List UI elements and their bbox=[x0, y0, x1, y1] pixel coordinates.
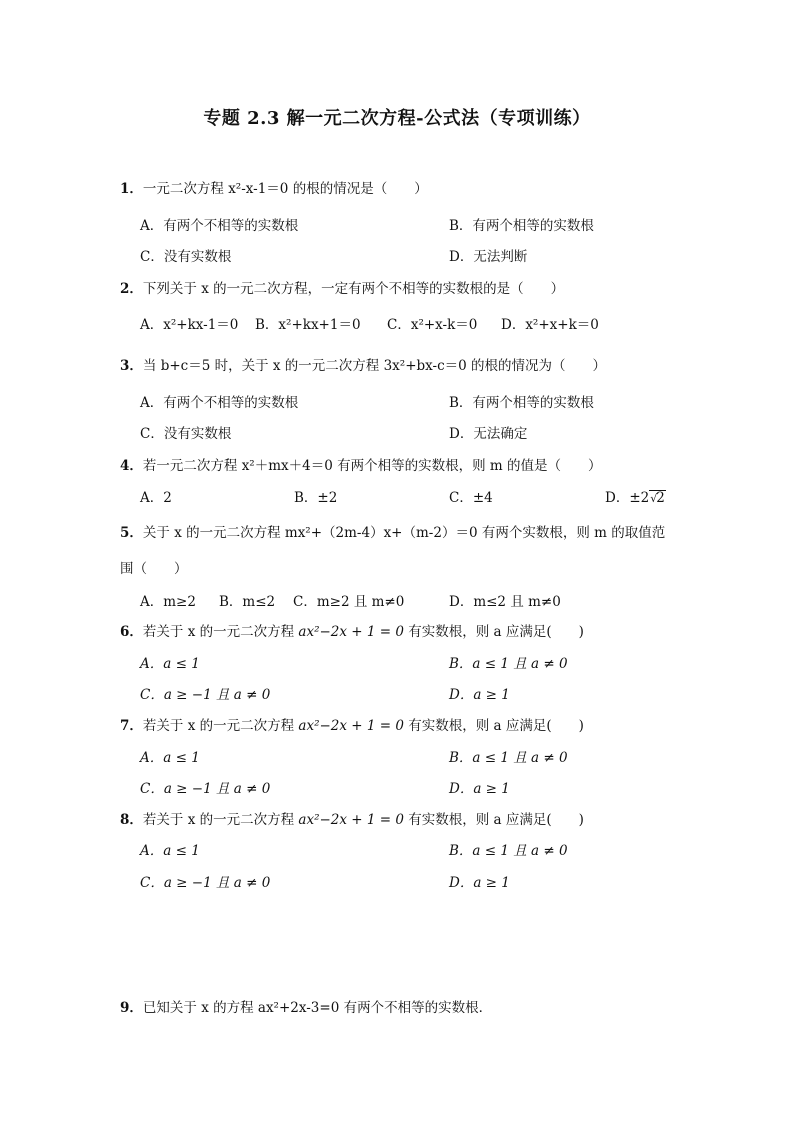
option-b: B．a ≤ 1 且 a ≠ 0 bbox=[449, 656, 568, 672]
equation: ax²−2x + 1 = 0 bbox=[298, 624, 404, 640]
question-8 bbox=[120, 811, 584, 829]
question-4 bbox=[120, 457, 602, 475]
question-number: 3． bbox=[120, 358, 143, 374]
question-9 bbox=[120, 999, 492, 1017]
question-stem: 下列关于 x 的一元二次方程，一定有两个不相等的实数根的是（ ） bbox=[142, 281, 565, 297]
option-a: A．a ≤ 1 bbox=[140, 843, 200, 859]
question-stem: 一元二次方程 x²-x-1＝0 的根的情况是（ ） bbox=[142, 181, 428, 197]
option-a: A．m≥2 bbox=[140, 594, 196, 610]
option-c: C．a ≥ −1 且 a ≠ 0 bbox=[140, 781, 271, 797]
question-stem-end: 有实数根，则 a 应满足( ) bbox=[408, 624, 584, 640]
equation: ax²−2x + 1 = 0 bbox=[298, 812, 404, 828]
option-d: D．无法确定 bbox=[449, 426, 528, 442]
option-b: B．有两个相等的实数根 bbox=[449, 395, 594, 411]
question-1 bbox=[120, 180, 428, 198]
question-stem: 若关于 x 的一元二次方程 bbox=[142, 812, 295, 828]
question-stem: 若一元二次方程 x²＋mx＋4＝0 有两个相等的实数根，则 m 的值是（ ） bbox=[142, 458, 602, 474]
option-a: A．a ≤ 1 bbox=[140, 656, 200, 672]
option-a: A．x²+kx-1＝0 bbox=[140, 317, 239, 333]
sqrt-value: 2 bbox=[656, 490, 665, 506]
option-b: B．a ≤ 1 且 a ≠ 0 bbox=[449, 843, 568, 859]
option-d bbox=[605, 489, 666, 507]
question-7 bbox=[120, 717, 584, 735]
option-b: B．x²+kx+1＝0 bbox=[255, 317, 361, 333]
question-stem: 若关于 x 的一元二次方程 bbox=[142, 624, 295, 640]
option-c: C．x²+x-k＝0 bbox=[387, 317, 478, 333]
page-title: 专题 2.3 解一元二次方程-公式法（专项训练） bbox=[203, 108, 591, 129]
question-stem: 关于 x 的一元二次方程 mx²+（2m-4）x+（m-2）＝0 有两个实数根，则 m 的取值范 bbox=[142, 525, 666, 541]
option-a: A．2 bbox=[140, 490, 172, 506]
option-d: D．x²+x+k＝0 bbox=[501, 317, 599, 333]
question-number: 1． bbox=[120, 181, 143, 197]
question-5 bbox=[120, 524, 665, 542]
option-d: D．m≤2 且 m≠0 bbox=[449, 594, 561, 610]
question-number: 5． bbox=[120, 525, 143, 541]
question-stem-end: 有实数根，则 a 应满足( ) bbox=[408, 812, 584, 828]
question-stem: 若关于 x 的一元二次方程 bbox=[142, 718, 295, 734]
option-a: A．有两个不相等的实数根 bbox=[140, 218, 299, 234]
option-c: C．m≥2 且 m≠0 bbox=[293, 594, 405, 610]
sqrt-radicand bbox=[649, 490, 666, 506]
question-number: 4． bbox=[120, 458, 143, 474]
option-d: D．无法判断 bbox=[449, 249, 528, 265]
option-d: D．a ≥ 1 bbox=[449, 875, 510, 891]
option-d: D．a ≥ 1 bbox=[449, 781, 510, 797]
option-c: C．没有实数根 bbox=[140, 426, 232, 442]
question-stem: 当 b+c＝5 时，关于 x 的一元二次方程 3x²+bx-c＝0 的根的情况为（ ） bbox=[142, 358, 607, 374]
question-stem: 已知关于 x 的方程 ax²+2x-3=0 有两个不相等的实数根． bbox=[142, 1000, 493, 1016]
question-number: 2． bbox=[120, 281, 143, 297]
question-3 bbox=[120, 357, 606, 375]
option-c: C．±4 bbox=[449, 490, 493, 506]
question-2 bbox=[120, 280, 564, 298]
option-c: C．没有实数根 bbox=[140, 249, 232, 265]
option-b: B．有两个相等的实数根 bbox=[449, 218, 594, 234]
option-b: B．a ≤ 1 且 a ≠ 0 bbox=[449, 750, 568, 766]
question-number: 6． bbox=[120, 624, 143, 640]
question-stem-end: 有实数根，则 a 应满足( ) bbox=[408, 718, 584, 734]
question-6 bbox=[120, 623, 584, 641]
option-a: A．有两个不相等的实数根 bbox=[140, 395, 299, 411]
option-c: C．a ≥ −1 且 a ≠ 0 bbox=[140, 687, 271, 703]
question-number: 8． bbox=[120, 812, 143, 828]
equation: ax²−2x + 1 = 0 bbox=[298, 718, 404, 734]
option-c: C．a ≥ −1 且 a ≠ 0 bbox=[140, 875, 271, 891]
question-number: 7． bbox=[120, 718, 143, 734]
option-b: B．±2 bbox=[294, 490, 338, 506]
sqrt-icon: √ bbox=[650, 492, 658, 505]
option-a: A．a ≤ 1 bbox=[140, 750, 200, 766]
question-number: 9． bbox=[120, 1000, 143, 1016]
option-d: D．a ≥ 1 bbox=[449, 687, 510, 703]
option-d-label: D．±2 bbox=[605, 490, 650, 506]
question-5-continued: 围（ ） bbox=[120, 561, 188, 577]
option-b: B．m≤2 bbox=[219, 594, 276, 610]
